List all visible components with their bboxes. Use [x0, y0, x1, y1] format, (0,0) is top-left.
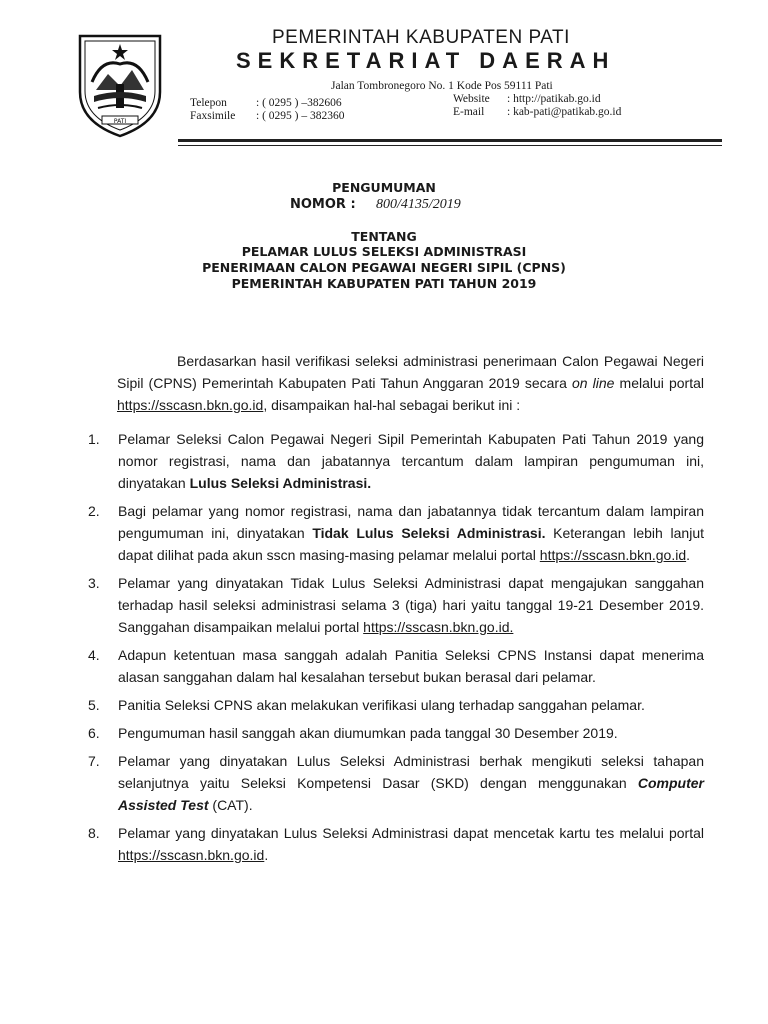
telepon-value: : ( 0295 ) –382606 [256, 97, 342, 109]
nomor-value: 800/4135/2019 [376, 197, 461, 212]
list-item: 2. Bagi pelamar yang nomor registrasi, nama dan jabatannya tidak tercantum dalam lampiran pengumuman ini, dinyatakan Tidak Lulus Seleksi Administrasi. Keterangan lebih lanjut dapat dilihat pada akun sscn masing-masing pelamar melalui portal https://sscasn.bkn.go.id. [88, 503, 704, 563]
email-label: E-mail [453, 106, 485, 118]
list-item: 4. Adapun ketentuan masa sanggah adalah Panitia Seleksi CPNS Instansi dapat menerima alasan sanggahan dalam hal kesalahan tersebut bukan berasal dari pelamar. [88, 647, 704, 685]
government-name: PEMERINTAH KABUPATEN PATI [272, 27, 570, 48]
fax-value: : ( 0295 ) – 382360 [256, 110, 345, 122]
subject-line-2: PENERIMAAN CALON PEGAWAI NEGERI SIPIL (CPNS) [202, 260, 566, 275]
emblem-label: PATI [113, 118, 127, 125]
telepon-label: Telepon [190, 97, 227, 109]
website-label: Website [453, 93, 490, 105]
fax-label: Faxsimile [190, 110, 236, 122]
portal-link[interactable]: https://sscasn.bkn.go.id [117, 397, 264, 413]
subject-line-3: PEMERINTAH KABUPATEN PATI TAHUN 2019 [231, 276, 537, 291]
portal-link[interactable]: https://sscasn.bkn.go.id. [363, 619, 514, 635]
portal-link[interactable]: https://sscasn.bkn.go.id [118, 847, 265, 863]
list-item: 8. Pelamar yang dinyatakan Lulus Seleksi Administrasi dapat mencetak kartu tes melalui portal https://sscasn.bkn.go.id. [88, 825, 704, 863]
tentang-label: TENTANG [351, 229, 417, 244]
letterhead-divider [178, 139, 722, 142]
office-address: Jalan Tombronegoro No. 1 Kode Pos 59111 Pati [331, 80, 553, 92]
office-name: SEKRETARIAT DAERAH [236, 48, 616, 73]
nomor-label: NOMOR : [290, 197, 356, 212]
email-value: : kab-pati@patikab.go.id [507, 106, 622, 118]
list-item: 1. Pelamar Seleksi Calon Pegawai Negeri Sipil Pemerintah Kabupaten Pati Tahun 2019 yang nomor registrasi, nama dan jabatannya tercantum dalam lampiran pengumuman ini, dinyatakan Lulus Seleksi Administrasi. [88, 431, 704, 491]
announcement-items [88, 428, 704, 872]
portal-link[interactable]: https://sscasn.bkn.go.id [539, 547, 687, 563]
cat-term: Computer Assisted Test [118, 775, 704, 813]
online-term: on line [571, 375, 615, 391]
letterhead-divider-thin [178, 145, 722, 146]
intro-paragraph: Berdasarkan hasil verifikasi seleksi administrasi penerimaan Calon Pegawai Negeri Sipil (CPNS) Pemerintah Kabupaten Pati Tahun Anggaran 2019 secara on line melalui portal https://sscasn.bkn.go.id, disampaikan hal-hal sebagai berikut ini : [117, 353, 704, 413]
website-value: : http://patikab.go.id [507, 93, 601, 105]
announcement-title: PENGUMUMAN [332, 180, 436, 195]
list-item: 3. Pelamar yang dinyatakan Tidak Lulus Seleksi Administrasi dapat mengajukan sanggahan terhadap hasil seleksi administrasi selama 3 (tiga) hari yaitu tanggal 19-21 Desember 2019. Sanggahan disampaikan melalui portal https://sscasn.bkn.go.id. [88, 575, 704, 635]
subject-line-1: PELAMAR LULUS SELEKSI ADMINISTRASI [241, 244, 527, 259]
list-item: 6. Pengumuman hasil sanggah akan diumumkan pada tanggal 30 Desember 2019. [88, 725, 618, 741]
list-item: 5. Panitia Seleksi CPNS akan melakukan verifikasi ulang terhadap sanggahan pelamar. [88, 697, 645, 713]
list-item: 7. Pelamar yang dinyatakan Lulus Seleksi Administrasi berhak mengikuti seleksi tahapan selanjutnya yaitu Seleksi Kompetensi Dasar (SKD) dengan menggunakan Computer Assisted Test (CAT). [88, 753, 704, 813]
regency-emblem-icon [72, 30, 168, 140]
